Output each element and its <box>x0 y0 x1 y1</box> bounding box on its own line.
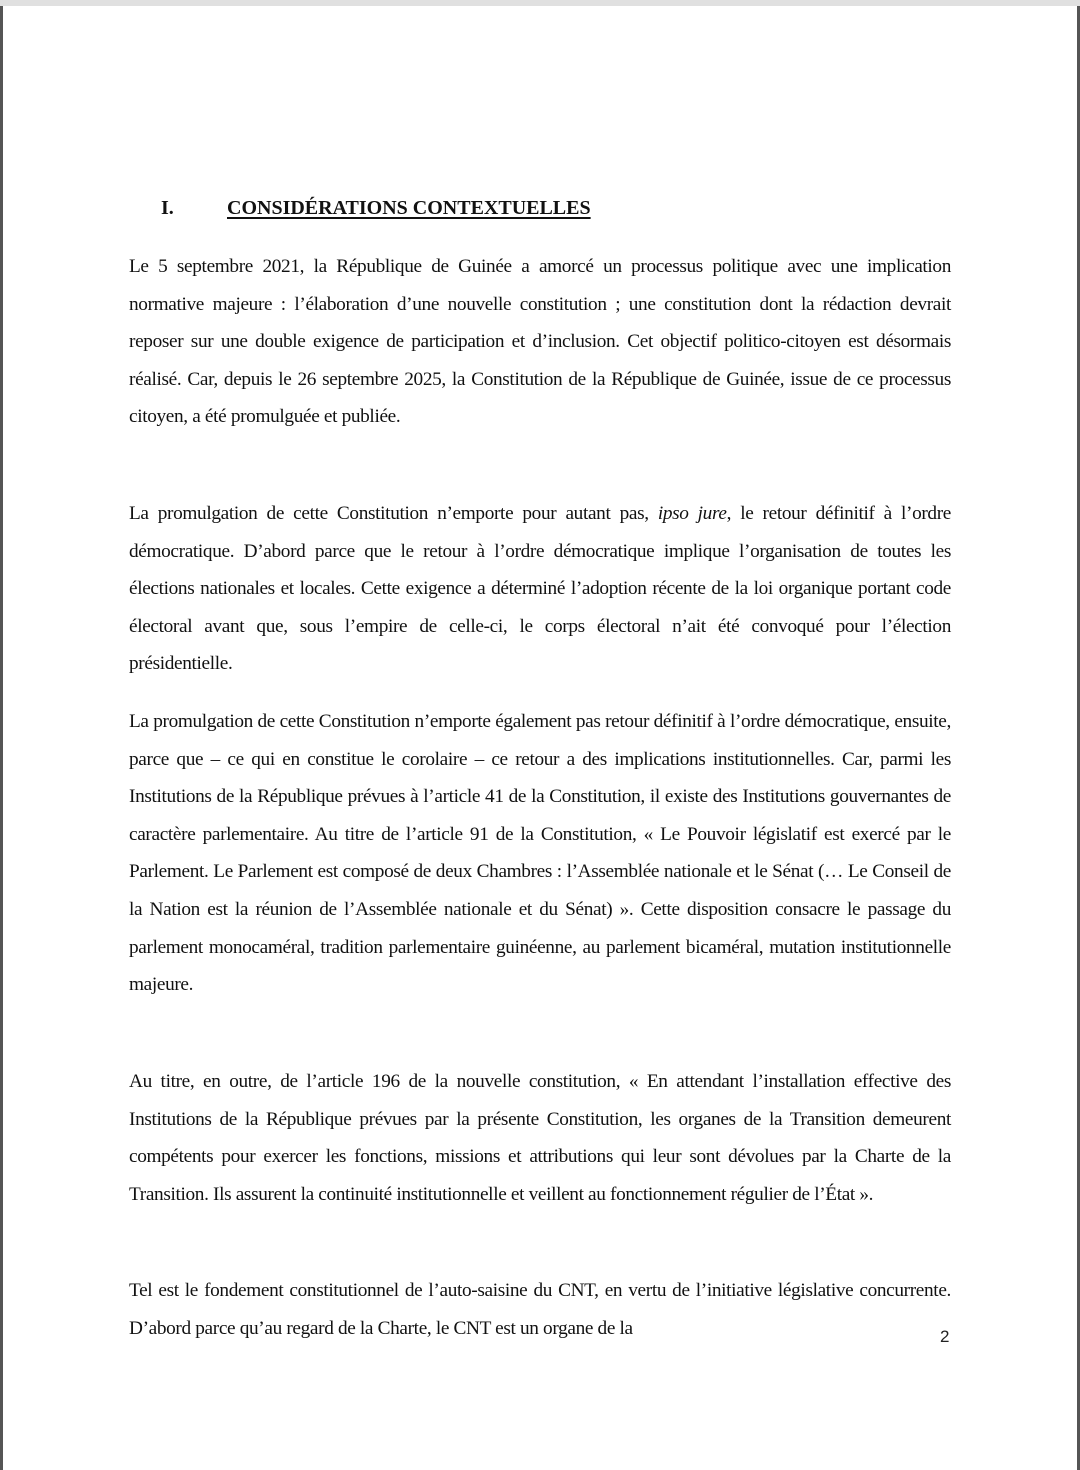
paragraph-4: Au titre, en outre, de l’article 196 de la nouvelle constitution, « En attendant l’installation effective des Institutions de la République prévues par la présente Constitution, les organes de la Transition demeurent compétents pour exercer les fonctions, missions et attributions qui leur sont dévolues par la Charte de la Transition. Ils assurent la continuité institutionnelle et veillent au fonctionnement régulier de l’État ». <box>129 1071 951 1205</box>
page-number: 2 <box>940 1327 950 1346</box>
paragraph-3: La promulgation de cette Constitution n’emporte également pas retour définitif à l’ordre démocratique, ensuite, parce que – ce qui en constitue le corolaire – ce retour a des implications institutionnelles. Car, parmi les Institutions de la République prévues à l’article 41 de la Constitution, il existe des Institutions gouvernantes de caractère parlementaire. Au titre de l’article 91 de la Constitution, « Le Pouvoir législatif est exercé par le Parlement. Le Parlement est composé de deux Chambres : l’Assemblée nationale et le Sénat (… Le Conseil de la Nation est la réunion de l’Assemblée nationale et du Sénat) ». Cette disposition consacre le passage du parlement monocaméral, tradition parlementaire guinéenne, au parlement bicaméral, mutation institutionnelle majeure. <box>129 711 951 996</box>
section-number: I. <box>161 197 174 219</box>
paragraph-5: Tel est le fondement constitutionnel de l’auto-saisine du CNT, en vertu de l’initiative législative concurrente. D’abord parce qu’au regard de la Charte, le CNT est un organe de la <box>129 1280 951 1339</box>
latin-term: ipso jure <box>657 503 727 524</box>
paragraph-2-start: La promulgation de cette Constitution n’emporte pour autant pas, <box>129 503 658 524</box>
paragraph-2-end: , le retour définitif à l’ordre démocratique. D’abord parce que le retour à l’ordre démocratique implique l’organisation de toutes les élections nationales et locales. Cette exigence a déterminé l’adoption récente de la loi organique portant code électoral avant que, sous l’empire de celle-ci, le corps électoral n’ait été convoqué pour l’élection présidentielle. <box>129 503 951 675</box>
paragraph-2 <box>129 495 951 683</box>
page-left-edge <box>0 6 3 1470</box>
section-title: CONSIDÉRATIONS CONTEXTUELLES <box>227 197 591 219</box>
paragraph-1: Le 5 septembre 2021, la République de Guinée a amorcé un processus politique avec une implication normative majeure : l’élaboration d’une nouvelle constitution ; une constitution dont la rédaction devrait reposer sur une double exigence de participation et d’inclusion. Cet objectif politico-citoyen est désormais réalisé. Car, depuis le 26 septembre 2025, la Constitution de la République de Guinée, issue de ce processus citoyen, a été promulguée et publiée. <box>129 256 951 428</box>
viewer-top-bar <box>0 0 1080 6</box>
